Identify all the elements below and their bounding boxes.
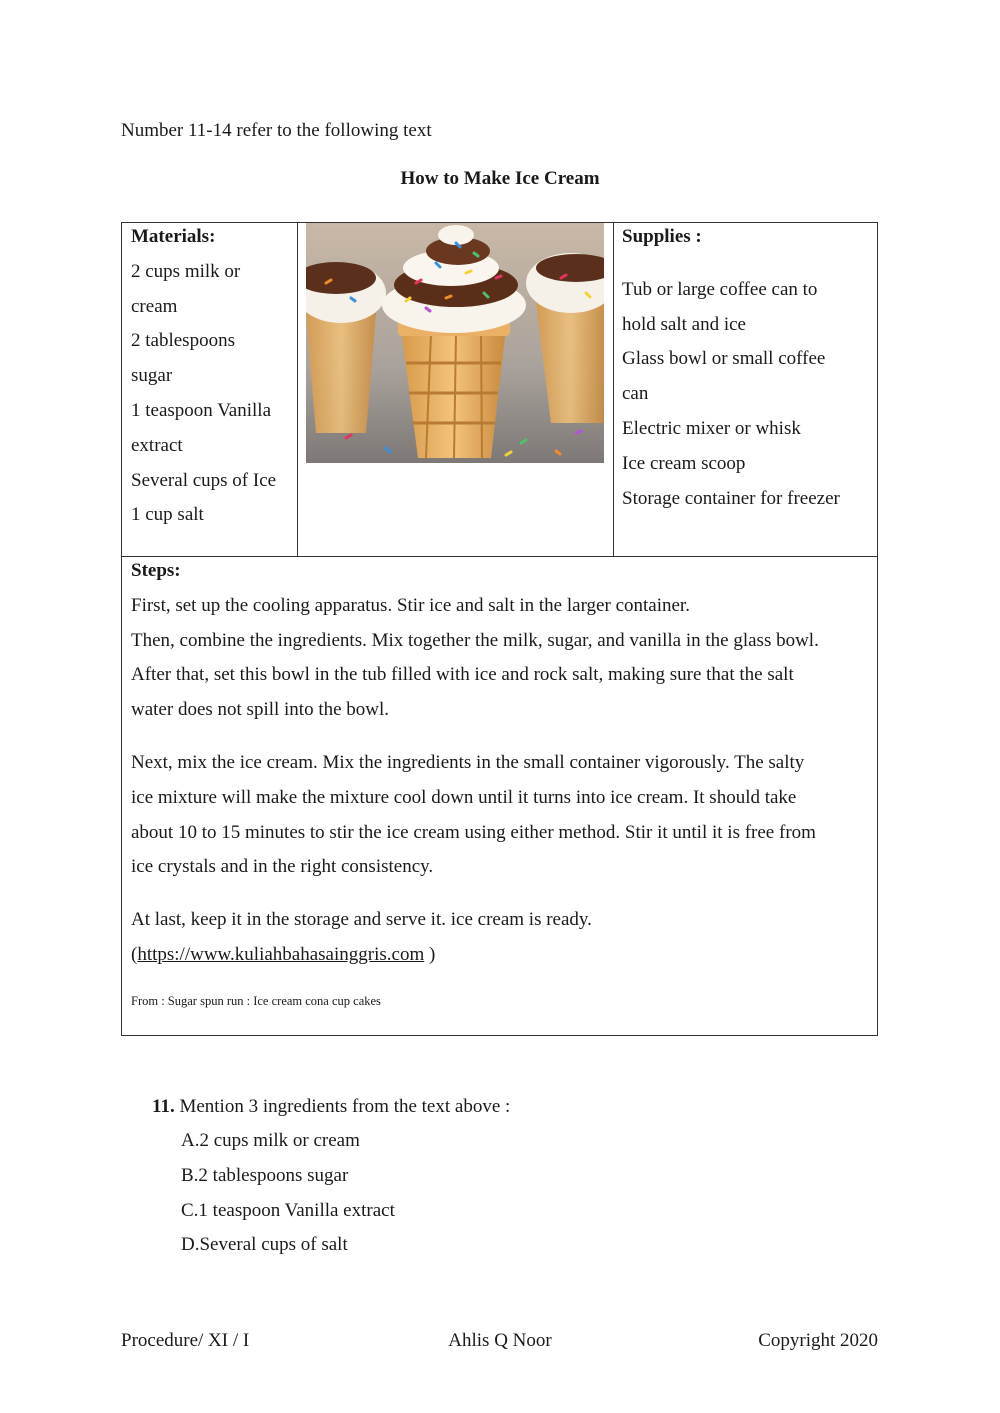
materials-line: 2 cups milk or	[131, 260, 241, 282]
supplies-line: Electric mixer or whisk	[622, 417, 801, 439]
materials-line: extract	[131, 434, 183, 456]
materials-line: cream	[131, 295, 178, 317]
link-open-paren: (	[131, 943, 138, 965]
steps-line: First, set up the cooling apparatus. Stir ice and salt in the larger container.	[131, 594, 690, 616]
supplies-heading: Supplies :	[622, 226, 702, 247]
steps-line: After that, set this bowl in the tub filled with ice and rock salt, making sure that the salt	[131, 664, 794, 686]
steps-line: water does not spill into the bowl.	[131, 699, 390, 721]
table-divider	[613, 223, 614, 556]
ice-cream-photo	[306, 223, 604, 463]
supplies-line: Tub or large coffee can to	[622, 278, 818, 300]
materials-line: sugar	[131, 365, 173, 387]
steps-line: Then, combine the ingredients. Mix together the milk, sugar, and vanilla in the glass bowl.	[131, 629, 819, 651]
image-source-note: From : Sugar spun run : Ice cream cona cup cakes	[131, 993, 381, 1008]
question-text: Mention 3 ingredients from the text above :	[174, 1096, 511, 1117]
answer-option[interactable]: D.Several cups of salt	[181, 1234, 348, 1256]
supplies-line: Storage container for freezer	[622, 487, 840, 509]
materials-line: Several cups of Ice	[131, 469, 277, 491]
source-link-line	[131, 938, 871, 973]
answer-option[interactable]: A.2 cups milk or cream	[181, 1130, 360, 1151]
document-title: How to Make Ice Cream	[400, 168, 600, 189]
steps-line: about 10 to 15 minutes to stir the ice cream using either method. Stir it until it is free from	[131, 821, 816, 843]
footer-left: Procedure/ XI / I	[121, 1330, 250, 1351]
steps-line: At last, keep it in the storage and serve it. ice cream is ready.	[131, 909, 592, 931]
ice-cream-cone-cupcakes-image	[306, 223, 604, 463]
intro-text: Number 11-14 refer to the following text	[121, 120, 432, 141]
footer-copyright: Copyright 2020	[758, 1330, 878, 1351]
answer-options	[181, 1124, 395, 1263]
question-11	[152, 1090, 510, 1125]
materials-line: 1 cup salt	[131, 504, 204, 526]
source-link[interactable]: https://www.kuliahbahasainggris.com	[137, 943, 425, 965]
steps-line: ice crystals and in the right consistency.	[131, 856, 434, 878]
answer-option[interactable]: C.1 teaspoon Vanilla extract	[181, 1199, 395, 1221]
recipe-table	[121, 222, 878, 1036]
question-number: 11.	[152, 1096, 175, 1117]
footer-author: Ahlis Q Noor	[448, 1330, 552, 1351]
link-close-paren: )	[424, 943, 436, 965]
supplies-cell	[622, 220, 870, 516]
steps-line: ice mixture will make the mixture cool down until it turns into ice cream. It should take	[131, 786, 797, 808]
steps-cell	[131, 554, 871, 1009]
materials-line: 1 teaspoon Vanilla	[131, 399, 272, 421]
materials-cell	[131, 220, 293, 533]
supplies-line: Ice cream scoop	[622, 452, 746, 474]
steps-heading: Steps:	[131, 560, 181, 581]
steps-line: Next, mix the ice cream. Mix the ingredients in the small container vigorously. The salty	[131, 751, 805, 773]
steps-paragraph-2	[131, 746, 871, 885]
materials-heading: Materials:	[131, 226, 216, 247]
materials-line: 2 tablespoons	[131, 330, 235, 352]
supplies-line: can	[622, 383, 649, 405]
table-divider	[297, 223, 298, 556]
steps-paragraph-1	[131, 589, 871, 728]
steps-paragraph-3	[131, 903, 871, 973]
supplies-line: hold salt and ice	[622, 313, 746, 335]
answer-option[interactable]: B.2 tablespoons sugar	[181, 1164, 349, 1186]
supplies-line: Glass bowl or small coffee	[622, 348, 826, 370]
